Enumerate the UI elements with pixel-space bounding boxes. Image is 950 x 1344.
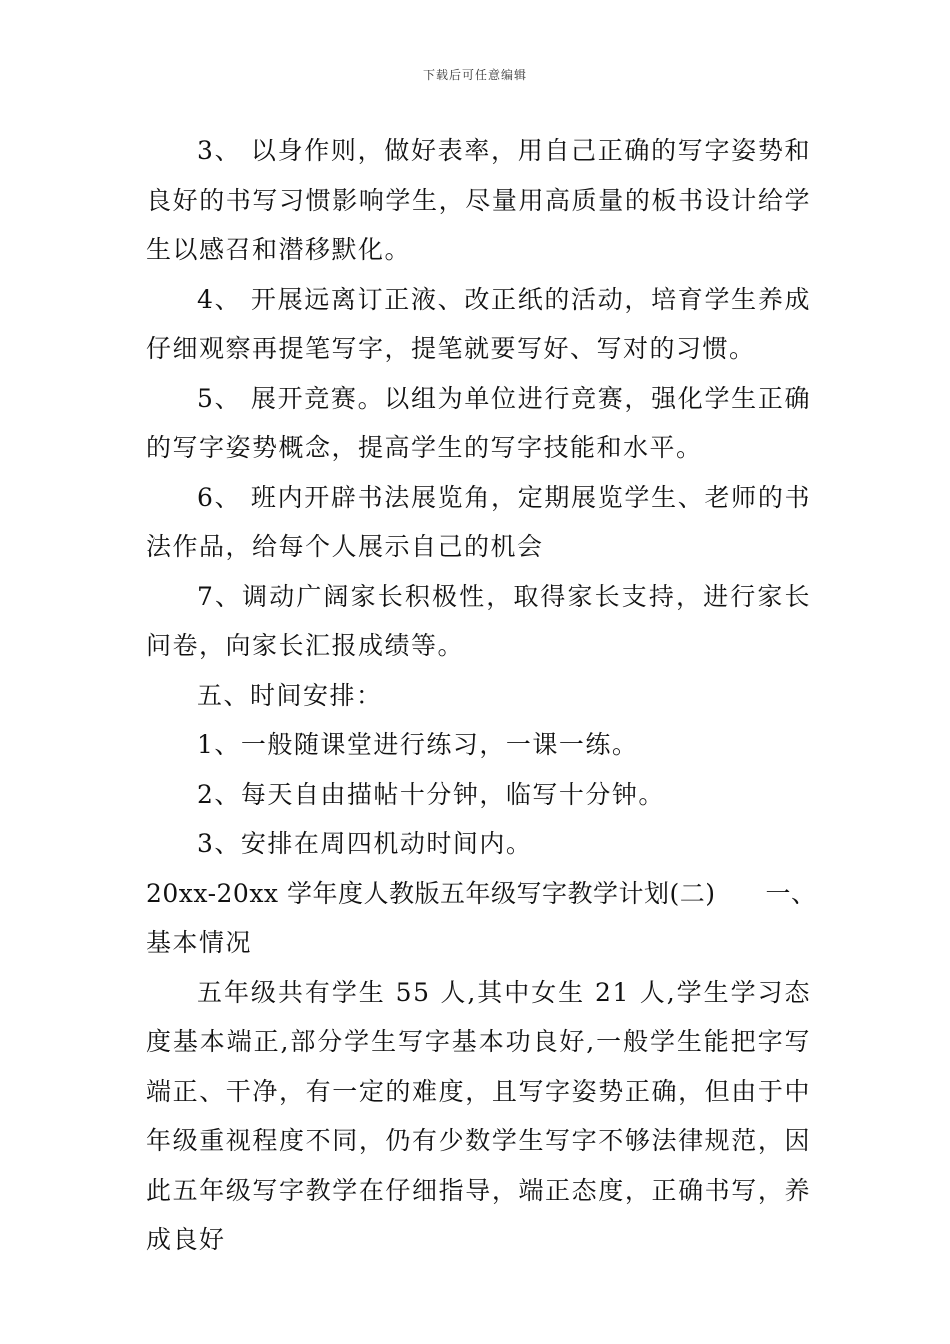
page-header-note: 下载后可任意编辑 <box>422 68 527 82</box>
schedule-item-3: 3、安排在周四机动时间内。 <box>197 829 533 858</box>
plan-title: 20xx-20xx 学年度人教版五年级写字教学计划(二) <box>146 878 716 908</box>
paragraph-item-6: 6、 班内开辟书法展览角，定期展览学生、老师的书法作品，给每个人展示自己的机会 <box>146 482 811 561</box>
document-body <box>146 126 817 1265</box>
paragraph-item-3: 3、 以身作则，做好表率，用自己正确的写字姿势和良好的书写习惯影响学生，尽量用高质量的板书设计给学生以感召和潜移默化。 <box>146 136 811 264</box>
section-heading-schedule: 五、时间安排： <box>197 680 383 710</box>
plan-title-line <box>146 869 817 919</box>
paragraph-item-7: 7、调动广阔家长积极性，取得家长支持，进行家长问卷，向家长汇报成绩等。 <box>146 581 811 660</box>
schedule-item-1: 1、一般随课堂进行练习，一课一练。 <box>197 730 639 759</box>
section-number: 一、 <box>765 878 817 908</box>
schedule-item-2: 2、每天自由描帖十分钟，临写十分钟。 <box>197 779 665 809</box>
paragraph-item-5: 5、 展开竞赛。以组为单位进行竞赛，强化学生正确的写字姿势概念，提高学生的写字技能和水平。 <box>146 383 811 462</box>
section-heading-basic-info: 基本情况 <box>146 928 253 957</box>
paragraph-item-4: 4、 开展远离订正液、改正纸的活动，培育学生养成仔细观察再提笔写字，提笔就要写好、写对的习惯。 <box>146 284 811 363</box>
basic-info-paragraph: 五年级共有学生 55 人,其中女生 21 人,学生学习态度基本端正,部分学生写字基本功良好,一般学生能把字写端正、干净，有一定的难度，且写字姿势正确，但由于中年级重视程度不同，仍有少数学生写字不够法律规范，因此五年级写字教学在仔细指导，端正态度，正确书写，养成良好 <box>146 977 811 1254</box>
